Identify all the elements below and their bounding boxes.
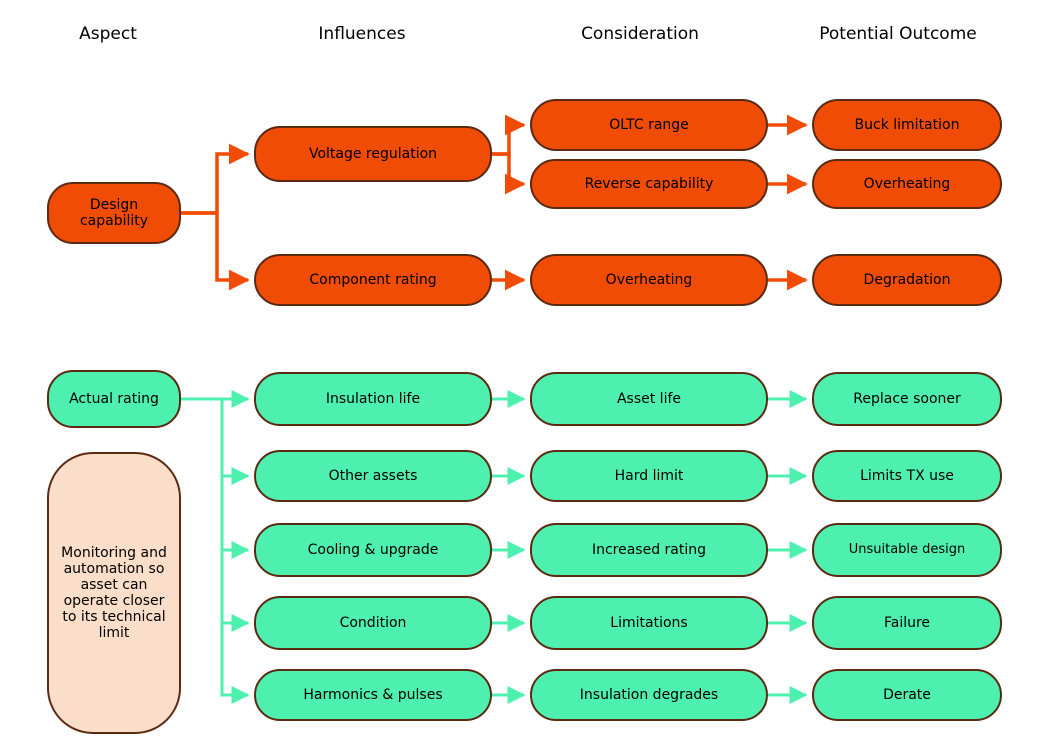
node-label: Design capability <box>79 196 149 229</box>
node-label: Unsuitable design <box>848 541 966 557</box>
node-replace-sooner[interactable] <box>812 372 1002 426</box>
node-label: Increased rating <box>591 541 707 558</box>
node-label: Condition <box>339 614 407 631</box>
node-label: Actual rating <box>69 390 159 407</box>
edge-design-to-voltage <box>181 154 248 213</box>
node-reverse-capability[interactable] <box>530 159 768 209</box>
node-increased-rating[interactable] <box>530 523 768 577</box>
column-header-influences: Influences <box>318 24 406 44</box>
node-harmonics-pulses[interactable] <box>254 669 492 721</box>
edge-actual-to-condition <box>222 399 248 623</box>
node-label: Reverse capability <box>584 175 714 192</box>
node-label: Limits TX use <box>860 467 954 484</box>
node-label: Asset life <box>616 390 682 407</box>
node-failure[interactable] <box>812 596 1002 650</box>
node-label: Harmonics & pulses <box>303 686 443 703</box>
column-header-potential-outcome: Potential Outcome <box>819 24 977 44</box>
node-limits-tx-use[interactable] <box>812 450 1002 502</box>
node-asset-life[interactable] <box>530 372 768 426</box>
node-label: Insulation life <box>325 390 421 407</box>
node-overheating-outcome[interactable] <box>812 159 1002 209</box>
node-label: Insulation degrades <box>579 686 719 703</box>
node-actual-rating[interactable] <box>47 370 181 428</box>
node-other-assets[interactable] <box>254 450 492 502</box>
column-header-consideration: Consideration <box>581 24 699 44</box>
node-cooling-upgrade[interactable] <box>254 523 492 577</box>
node-label: OLTC range <box>609 116 689 133</box>
node-label: Monitoring and automation so asset can operate closer to its technical limit <box>61 544 167 642</box>
node-degradation[interactable] <box>812 254 1002 306</box>
node-label: Voltage regulation <box>308 145 438 162</box>
node-overheating-consideration[interactable] <box>530 254 768 306</box>
node-label: Component rating <box>309 271 437 288</box>
node-buck-limitation[interactable] <box>812 99 1002 151</box>
node-label: Cooling & upgrade <box>307 541 439 558</box>
node-insulation-degrades[interactable] <box>530 669 768 721</box>
node-label: Overheating <box>605 271 693 288</box>
node-label: Replace sooner <box>853 390 961 407</box>
edge-actual-to-other <box>222 399 248 476</box>
edge-voltage-to-oltc <box>492 125 524 154</box>
node-voltage-regulation[interactable] <box>254 126 492 182</box>
node-label: Limitations <box>610 614 688 631</box>
edge-design-to-component <box>181 213 248 280</box>
edge-actual-to-cooling <box>222 399 248 550</box>
node-hard-limit[interactable] <box>530 450 768 502</box>
node-condition[interactable] <box>254 596 492 650</box>
node-label: Other assets <box>328 467 418 484</box>
edge-voltage-to-reverse <box>492 154 524 184</box>
node-unsuitable-design[interactable] <box>812 523 1002 577</box>
node-label: Failure <box>883 614 931 631</box>
node-component-rating[interactable] <box>254 254 492 306</box>
node-oltc-range[interactable] <box>530 99 768 151</box>
node-design-capability[interactable] <box>47 182 181 244</box>
node-label: Hard limit <box>614 467 684 484</box>
node-label: Buck limitation <box>854 116 960 133</box>
column-header-aspect: Aspect <box>79 24 137 44</box>
node-label: Overheating <box>863 175 951 192</box>
node-label: Derate <box>883 686 931 703</box>
node-monitoring-automation[interactable] <box>47 452 181 734</box>
node-derate[interactable] <box>812 669 1002 721</box>
edge-actual-to-harmonics <box>222 399 248 695</box>
node-insulation-life[interactable] <box>254 372 492 426</box>
node-label: Degradation <box>863 271 951 288</box>
node-limitations[interactable] <box>530 596 768 650</box>
